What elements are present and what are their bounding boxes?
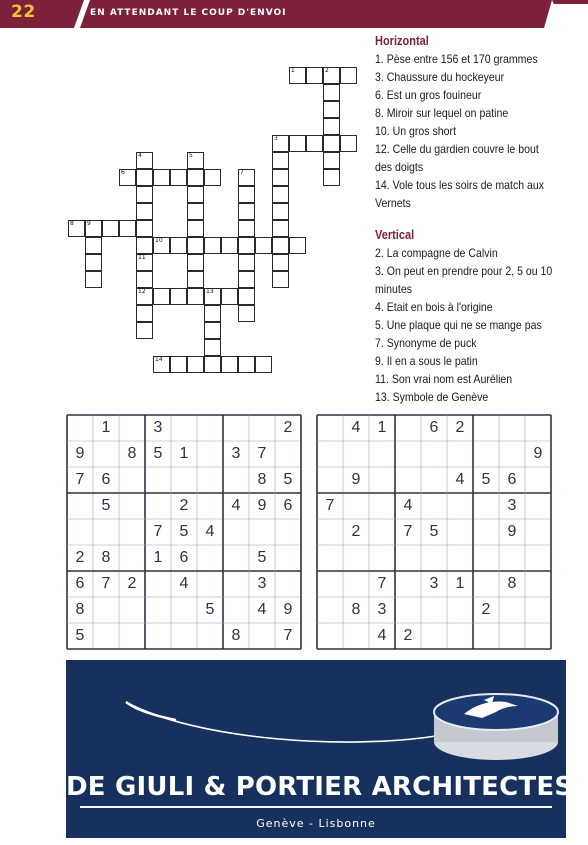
sudoku-given-digit: 8 bbox=[351, 601, 361, 618]
sudoku-given-digit: 9 bbox=[75, 445, 85, 462]
sudoku-given-digit: 5 bbox=[75, 627, 85, 644]
sudoku-given-digit: 8 bbox=[507, 575, 517, 592]
crossword-cell bbox=[221, 237, 238, 254]
horizontal-heading: Horizontal bbox=[375, 34, 429, 48]
crossword-cell bbox=[187, 169, 204, 186]
sudoku-given-digit: 4 bbox=[257, 601, 267, 618]
sudoku-given-digit: 6 bbox=[101, 471, 111, 488]
crossword-cell bbox=[238, 220, 255, 237]
crossword-cell bbox=[119, 220, 136, 237]
clue-h8: 8. Miroir sur lequel on patine bbox=[375, 106, 509, 120]
sudoku-given-digit: 5 bbox=[101, 497, 111, 514]
clue-v9: 9. Il en a sous le patin bbox=[375, 354, 478, 368]
crossword-cell bbox=[204, 356, 221, 373]
sudoku-given-digit: 2 bbox=[481, 601, 491, 618]
crossword-cell bbox=[238, 254, 255, 271]
crossword-cell bbox=[238, 237, 255, 254]
page-header bbox=[0, 0, 588, 28]
crossword-number: 11 bbox=[138, 254, 146, 261]
crossword-cell bbox=[136, 220, 153, 237]
clue-v13: 13. Symbole de Genève bbox=[375, 390, 489, 404]
clue-v4: 4. Etait en bois à l'origine bbox=[375, 300, 493, 314]
sudoku-given-digit: 7 bbox=[257, 445, 267, 462]
crossword-cell bbox=[136, 305, 153, 322]
crossword-number: 6 bbox=[121, 169, 125, 176]
sudoku-given-digit: 1 bbox=[455, 575, 465, 592]
sudoku-given-digit: 9 bbox=[257, 497, 267, 514]
sudoku-given-digit: 3 bbox=[429, 575, 439, 592]
crossword-cell bbox=[187, 237, 204, 254]
crossword-cell bbox=[102, 220, 119, 237]
sudoku-given-digit: 4 bbox=[231, 497, 241, 514]
sudoku-given-digit: 6 bbox=[283, 497, 293, 514]
crossword-cell bbox=[187, 203, 204, 220]
sudoku-given-digit: 3 bbox=[257, 575, 267, 592]
crossword-cell bbox=[323, 135, 340, 152]
crossword-number: 13 bbox=[206, 288, 214, 295]
crossword-cell bbox=[221, 356, 238, 373]
crossword-cell bbox=[306, 135, 323, 152]
page-number: 22 bbox=[11, 2, 36, 22]
crossword-cell bbox=[187, 254, 204, 271]
sudoku-given-digit: 1 bbox=[377, 419, 387, 436]
company-name: DE GIULI & PORTIER ARCHITECTES bbox=[66, 772, 574, 802]
crossword-cell bbox=[85, 254, 102, 271]
crossword-cell bbox=[289, 237, 306, 254]
clue-v5: 5. Une plaque qui ne se mange pas bbox=[375, 318, 542, 332]
puck-logo bbox=[66, 660, 566, 770]
crossword-cell bbox=[238, 305, 255, 322]
crossword-cell bbox=[136, 237, 153, 254]
sudoku-given-digit: 3 bbox=[231, 445, 241, 462]
sudoku-given-digit: 6 bbox=[507, 471, 517, 488]
crossword-cell bbox=[255, 356, 272, 373]
sudoku-given-digit: 2 bbox=[403, 627, 413, 644]
sudoku-given-digit: 7 bbox=[377, 575, 387, 592]
sudoku-given-digit: 8 bbox=[257, 471, 267, 488]
crossword-cell bbox=[187, 186, 204, 203]
sudoku-given-digit: 9 bbox=[533, 445, 543, 462]
sudoku-given-digit: 2 bbox=[75, 549, 85, 566]
clue-v2: 2. La compagne de Calvin bbox=[375, 246, 498, 260]
sudoku-given-digit: 4 bbox=[403, 497, 413, 514]
sudoku-given-digit: 5 bbox=[481, 471, 491, 488]
clue-h3: 3. Chaussure du hockeyeur bbox=[375, 70, 505, 84]
crossword-cell bbox=[272, 169, 289, 186]
sudoku-given-digit: 5 bbox=[257, 549, 267, 566]
sudoku-given-digit: 6 bbox=[75, 575, 85, 592]
crossword-cell bbox=[204, 322, 221, 339]
crossword-cell bbox=[170, 356, 187, 373]
crossword-number: 10 bbox=[155, 237, 163, 244]
crossword-number: 4 bbox=[138, 152, 142, 159]
header-bar bbox=[0, 0, 588, 28]
sudoku-given-digit: 5 bbox=[429, 523, 439, 540]
sudoku-given-digit: 9 bbox=[351, 471, 361, 488]
crossword-number: 8 bbox=[70, 220, 74, 227]
crossword-cell bbox=[323, 169, 340, 186]
sudoku-given-digit: 5 bbox=[153, 445, 163, 462]
crossword-cell bbox=[306, 67, 323, 84]
sudoku-given-digit: 3 bbox=[153, 419, 163, 436]
sudoku-given-digit: 2 bbox=[283, 419, 293, 436]
sudoku-given-digit: 8 bbox=[231, 627, 241, 644]
crossword-cell bbox=[204, 169, 221, 186]
crossword-cell bbox=[323, 84, 340, 101]
clue-v11: 11. Son vrai nom est Aurélien bbox=[375, 372, 513, 386]
company-cities: Genève - Lisbonne bbox=[256, 817, 376, 830]
crossword-number: 14 bbox=[155, 356, 163, 363]
sudoku-given-digit: 2 bbox=[455, 419, 465, 436]
crossword-number: 7 bbox=[240, 169, 244, 176]
vertical-heading: Vertical bbox=[375, 228, 415, 242]
sudoku-given-digit: 7 bbox=[403, 523, 413, 540]
clue-v7: 7. Synonyme de puck bbox=[375, 336, 477, 350]
crossword-cell bbox=[187, 356, 204, 373]
crossword-cell bbox=[187, 271, 204, 288]
crossword-cell bbox=[136, 186, 153, 203]
sudoku-given-digit: 9 bbox=[283, 601, 293, 618]
crossword-cell bbox=[255, 237, 272, 254]
clue-v3: 3. On peut en prendre pour 2, 5 ou 10 minutes bbox=[375, 264, 553, 296]
sudoku-given-digit: 1 bbox=[101, 419, 111, 436]
sudoku-given-digit: 8 bbox=[101, 549, 111, 566]
crossword-cell bbox=[272, 203, 289, 220]
clue-h14: 14. Vole tous les soirs de match aux Vernets bbox=[375, 178, 545, 210]
crossword-cell bbox=[238, 356, 255, 373]
crossword-cell bbox=[170, 169, 187, 186]
sudoku-given-digit: 7 bbox=[101, 575, 111, 592]
crossword-number: 12 bbox=[138, 288, 146, 295]
crossword-cell bbox=[238, 288, 255, 305]
crossword-cell bbox=[323, 118, 340, 135]
crossword-cell bbox=[85, 271, 102, 288]
sudoku-given-digit: 3 bbox=[377, 601, 387, 618]
architect-advertisement bbox=[66, 660, 574, 838]
crossword-cell bbox=[340, 135, 357, 152]
sudoku-given-digit: 5 bbox=[283, 471, 293, 488]
crossword-cell bbox=[170, 288, 187, 305]
sudoku-given-digit: 1 bbox=[179, 445, 189, 462]
sudoku-given-digit: 3 bbox=[507, 497, 517, 514]
crossword-cell bbox=[187, 288, 204, 305]
sudoku-given-digit: 6 bbox=[179, 549, 189, 566]
crossword-cell bbox=[204, 305, 221, 322]
crossword-cell bbox=[153, 288, 170, 305]
page-title: EN ATTENDANT LE COUP D'ENVOI bbox=[90, 8, 287, 18]
sudoku-given-digit: 7 bbox=[283, 627, 293, 644]
clue-h12: 12. Celle du gardien couvre le bout des doigts bbox=[375, 142, 539, 174]
crossword-number: 5 bbox=[189, 152, 193, 159]
crossword-cell bbox=[238, 203, 255, 220]
crossword-cell bbox=[85, 237, 102, 254]
sudoku-given-digit: 4 bbox=[455, 471, 465, 488]
sudoku-grid-1 bbox=[67, 415, 301, 649]
crossword-cell bbox=[289, 135, 306, 152]
crossword-number: 3 bbox=[274, 135, 278, 142]
crossword-number: 2 bbox=[325, 67, 329, 74]
sudoku-given-digit: 7 bbox=[325, 497, 335, 514]
crossword-cell bbox=[136, 169, 153, 186]
crossword-cell bbox=[187, 220, 204, 237]
crossword-cell bbox=[221, 288, 238, 305]
sudoku-given-digit: 2 bbox=[351, 523, 361, 540]
divider-line bbox=[80, 806, 552, 808]
sudoku-given-digit: 2 bbox=[179, 497, 189, 514]
sudoku-given-digit: 4 bbox=[179, 575, 189, 592]
sudoku-given-digit: 7 bbox=[75, 471, 85, 488]
crossword-cell bbox=[136, 203, 153, 220]
crossword-cell bbox=[136, 322, 153, 339]
crossword-cell bbox=[238, 186, 255, 203]
crossword-clues bbox=[375, 32, 555, 406]
clue-h10: 10. Un gros short bbox=[375, 124, 457, 138]
crossword-cell bbox=[272, 220, 289, 237]
crossword-cell bbox=[204, 237, 221, 254]
crossword-cell bbox=[272, 254, 289, 271]
crossword-cell bbox=[204, 339, 221, 356]
sudoku-given-digit: 4 bbox=[377, 627, 387, 644]
sudoku-given-digit: 7 bbox=[153, 523, 163, 540]
sudoku-given-digit: 6 bbox=[429, 419, 439, 436]
sudoku-given-digit: 8 bbox=[75, 601, 85, 618]
crossword-cell bbox=[272, 271, 289, 288]
sudoku-given-digit: 5 bbox=[179, 523, 189, 540]
clue-h1: 1. Pèse entre 156 et 170 grammes bbox=[375, 52, 538, 66]
sudoku-given-digit: 1 bbox=[153, 549, 163, 566]
sudoku-given-digit: 4 bbox=[205, 523, 215, 540]
crossword-cell bbox=[340, 67, 357, 84]
crossword-number: 1 bbox=[291, 67, 295, 74]
sudoku-given-digit: 2 bbox=[127, 575, 137, 592]
crossword-cell bbox=[323, 101, 340, 118]
sudoku-grid-2 bbox=[317, 415, 551, 649]
crossword-cell bbox=[272, 152, 289, 169]
sudoku-given-digit: 9 bbox=[507, 523, 517, 540]
sudoku-given-digit: 4 bbox=[351, 419, 361, 436]
sudoku-given-digit: 8 bbox=[127, 445, 137, 462]
crossword-cell bbox=[238, 271, 255, 288]
crossword-number: 9 bbox=[87, 220, 91, 227]
crossword-cell bbox=[153, 169, 170, 186]
crossword-cell bbox=[272, 186, 289, 203]
clue-h6: 6. Est un gros fouineur bbox=[375, 88, 482, 102]
sudoku-given-digit: 5 bbox=[205, 601, 215, 618]
crossword-cell bbox=[272, 237, 289, 254]
crossword-cell bbox=[136, 271, 153, 288]
crossword-cell bbox=[323, 152, 340, 169]
crossword-cell bbox=[170, 237, 187, 254]
